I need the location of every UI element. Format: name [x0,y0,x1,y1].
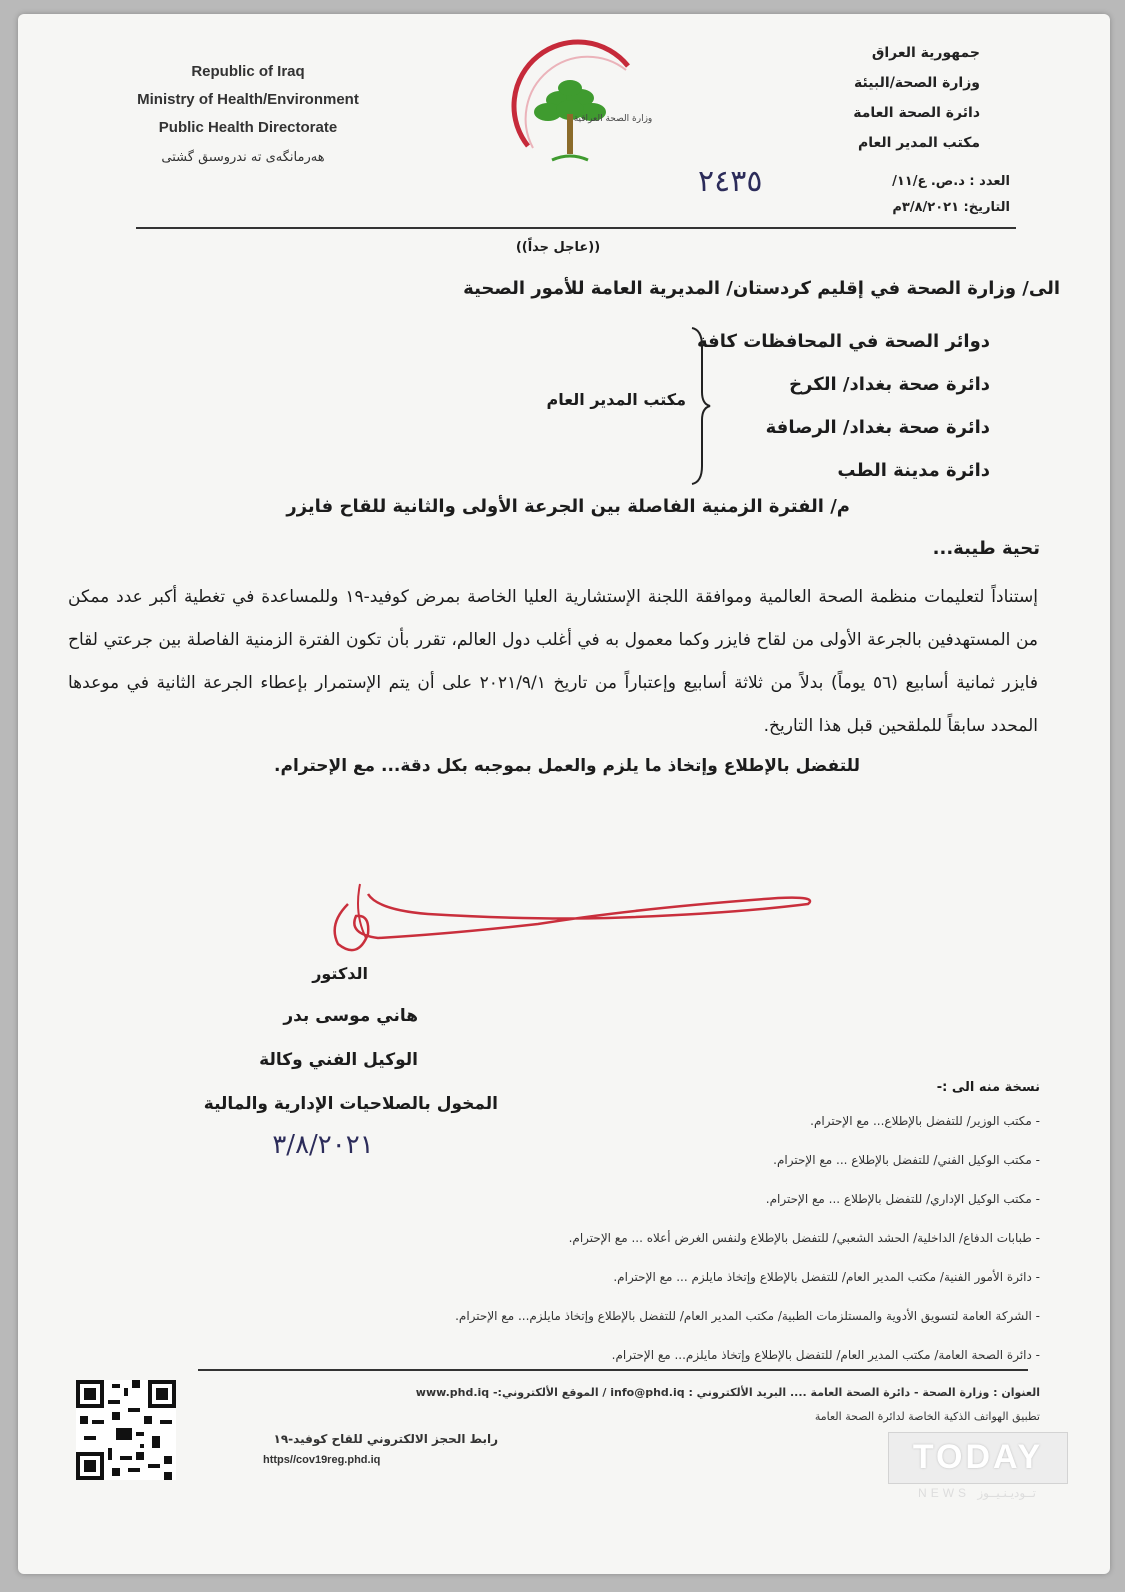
header-ar-line: وزارة الصحة/البيئة [854,75,980,91]
header-ar-line: مكتب المدير العام [857,135,980,151]
ministry-logo [488,36,658,176]
footer-address: العنوان : وزارة الصحة - دائرة الصحة العامة .... البريد الألكتروني : info@phd.iq / الموقع الألكتروني:- www.phd.iq [415,1386,1040,1399]
booking-label[interactable]: رابط الحجز الالكتروني للقاح كوفيد-١٩ [273,1432,498,1446]
booking-url[interactable]: https//cov19reg.phd.iq [263,1454,381,1466]
greeting: تحية طيبة... [932,538,1040,559]
signatory-title: الدكتور [312,964,368,983]
copies-label: نسخة منه الى :- [936,1080,1040,1095]
copy-recipient: - مكتب الوكيل الإداري/ للتفضل بالإطلاع ... مع الإحترام. [765,1192,1040,1206]
header-kurdish: هەرمانگەی تە ندروسىق گشتى [161,150,325,165]
header-english [88,58,408,142]
to-line: الى/ وزارة الصحة في إقليم كردستان/ المديرية العامة للأمور الصحية [463,278,1060,299]
logo-caption: وزارة الصحة العراقية [573,114,653,124]
today-news-watermark [888,1432,1068,1484]
signatory-authority: المخول بالصلاحيات الإدارية والمالية [203,1094,498,1114]
office-label: مكتب المدير العام [546,390,686,409]
urgency-label: ((عاجل جداً)) [515,240,601,255]
letter-page [18,14,1110,1574]
header-divider [136,227,1016,229]
copy-recipient: - دائرة الصحة العامة/ مكتب المدير العام/ للتفضل بالإطلاع وإتخاذ مايلزم... مع الإحترام. [611,1348,1040,1362]
signatory-position: الوكيل الفني وكالة [259,1050,418,1070]
footer-phone: تطبيق الهواتف الذكية الخاصة لدائرة الصحة العامة [814,1410,1040,1423]
copy-recipient: - طبابات الدفاع/ الداخلية/ الحشد الشعبي/ للتفضل بالإطلاع ولنفس الغرض أعلاه ... مع الإحترام. [568,1231,1040,1245]
copies-list [250,1102,1040,1375]
subject-line: م/ الفترة الزمنية الفاصلة بين الجرعة الأولى والثانية للقاح فايزر [286,496,850,517]
destination-item: دوائر الصحة في المحافظات كافة [697,331,990,352]
header-ar-line: دائرة الصحة العامة [853,105,980,121]
destination-item: دائرة صحة بغداد/ الرصافة [765,417,990,438]
header-en-line: Republic of Iraq [191,63,305,80]
handwritten-ref-number: ٢٤٣٥ [698,164,763,199]
footer-divider [198,1369,1028,1371]
destination-item: دائرة صحة بغداد/ الكرخ [789,374,990,395]
destination-list [670,320,990,492]
qr-code [76,1380,176,1480]
signature-date: ٣/٨/٢٠٢١ [272,1130,374,1160]
letter-date: التاريخ: ٣/٨/٢٠٢١م [892,200,1010,215]
watermark-sub: NEWS تــوديـنـيــوز [918,1486,1036,1500]
destination-brace [688,326,714,486]
reference-number: العدد : د.ص. ع/١١/ [892,174,1010,189]
copy-recipient: - دائرة الأمور الفنية/ مكتب المدير العام/ للتفضل بالإطلاع وإتخاذ مايلزم ... مع الإحترام. [613,1270,1040,1284]
closing-line: للتفضل بالإطلاع وإتخاذ ما يلزم والعمل بموجبه بكل دقة... مع الإحترام. [274,756,860,776]
copy-recipient: - مكتب الوزير/ للتفضل بالإطلاع... مع الإحترام. [810,1114,1040,1128]
body-paragraph: إستناداً لتعليمات منظمة الصحة العالمية وموافقة اللجنة الإستشارية العليا الخاصة بمرض كوفيد-١٩ وللمساعدة في تغطية أكبر عدد ممكن من المستهدفين بالجرعة الأولى من لقاح فايزر وكما معمول به في أغلب دول العالم، تقرر بأن تكون الفترة الزمنية الفاصلة بين جرعتي لقاح فايزر ثمانية أسابيع (٥٦ يوماً) بدلاً من ثلاثة أسابيع وإعتباراً من تاريخ ٢٠٢١/٩/١ على أن يتم الإستمرار بإعطاء الجرعة الثانية في موعدها المحدد سابقاً للملقحين قبل هذا التاريخ. [68,587,1039,736]
watermark-brand: TODAY [912,1438,1044,1476]
signatory-name: هاني موسى بدر [283,1006,418,1026]
destination-item: دائرة مدينة الطب [837,460,990,481]
copy-recipient: - الشركة العامة لتسويق الأدوية والمستلزمات الطبية/ مكتب المدير العام/ للتفضل بالإطلاع وإتخاذ مايلزم... مع الإحترام. [455,1309,1040,1323]
header-ar-line: جمهورية العراق [871,45,980,61]
header-en-line: Public Health Directorate [158,119,338,136]
header-arabic [760,38,980,158]
header-en-line: Ministry of Health/Environment [137,91,359,108]
copy-recipient: - مكتب الوكيل الفني/ للتفضل بالإطلاع ... مع الإحترام. [773,1153,1040,1167]
signature-mark [308,864,828,974]
